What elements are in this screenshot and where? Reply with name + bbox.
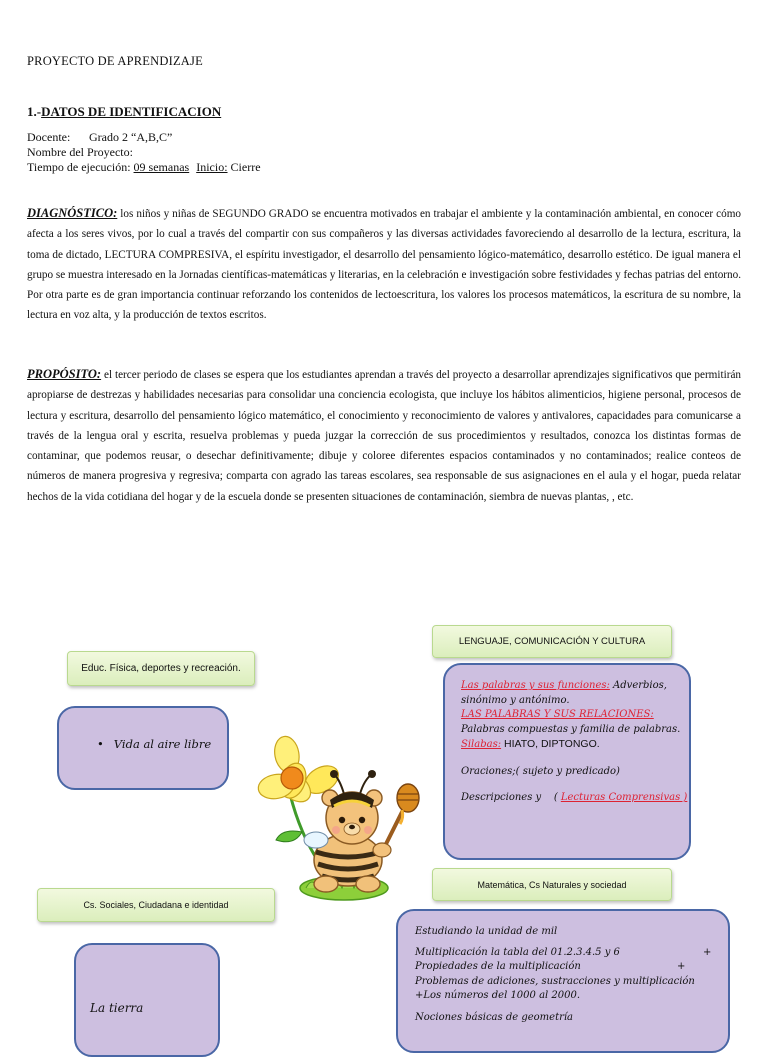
- proposito-paragraph: [27, 364, 741, 507]
- matematica-line-5: +Los números del 1000 al 2000.: [415, 990, 581, 1002]
- matematica-line-2-text: Multiplicación la tabla del 01.2.3.4.5 y 6: [415, 946, 620, 958]
- lenguaje-line-7-text: Descripciones y: [461, 792, 542, 803]
- bullet-icon: •: [97, 737, 104, 751]
- bear-foot: [356, 876, 380, 892]
- lenguaje-line-7: [461, 791, 687, 806]
- proposito-label: PROPÓSITO:: [27, 367, 102, 381]
- tiempo-row: [27, 160, 261, 175]
- proyecto-label: Nombre del Proyecto:: [27, 145, 133, 159]
- proposito-text: el tercer periodo de clases se espera que los estudiantes aprendan a través del proyecto a desarrollar aprendizajes significativos que permitirán apropiarse de destrezas y habilidades necesarias para consolidar una conciencia ecologista, que incluye los hábitos alimenticios, higiene personal, procesos de lectura y escritura, desarrollo del pensamiento lógico matemático, el conocimiento y reconocimiento de valores y antivalores, capacidades para comunicarse a través de la lengua oral y escrita, resuelva problemas y pueda juzgar la corrección de sus procedimientos y resultados, conozca los distintas formas de contaminar, que podemos reusar, o desechar definitivamente; dibuje y coloree diferentes espacios contaminados y no contaminados; realice conteos de números de manera progresiva y regresiva; comparta con agrado las tareas escolares, sea responsable de sus asignaciones en el aula y el hogar, pueda relatar hechos de la vida cotidiana del hogar y de la escuela donde se presenten situaciones de contaminación, siembra de nuevas plantas, , etc.: [27, 369, 741, 503]
- matematica-line-3-text: Propiedades de la multiplicación: [415, 961, 581, 973]
- lenguaje-line-1-red: Las palabras y sus funciones:: [461, 680, 610, 691]
- flower-leaf: [276, 831, 302, 842]
- bear-eye: [339, 817, 345, 823]
- area-label-sociales-text: Cs. Sociales, Ciudadana e identidad: [83, 900, 229, 910]
- honey-dipper-handle: [384, 808, 404, 848]
- area-label-lenguaje: [432, 625, 672, 658]
- bear-nose: [349, 825, 355, 829]
- educ-fisica-item-text: Vida al aire libre: [113, 737, 212, 751]
- matematica-line-1: Estudiando la unidad de mil: [415, 926, 558, 937]
- plus-icon: +: [677, 961, 686, 973]
- matematica-box: [396, 909, 730, 1053]
- area-label-lenguaje-text: LENGUAJE, COMUNICACIÓN Y CULTURA: [458, 636, 646, 647]
- identification-block: [27, 130, 261, 175]
- diagnostico-text: los niños y niñas de SEGUNDO GRADO se encuentra motivados en trabajar el ambiente y la contaminación ambiental, en conocer cómo afecta a los seres vivos, por lo cual a través del compartir con sus compañeros y las diversas actividades favoreciendo al desarrollo de la lectura, escritura, la toma de dictado, LECTURA COMPRESIVA, el espíritu investigador, el desarrollo del pensamiento lógico-matemático, desarrollo estético. De igual manera el grupo se muestra interesado en la Jornadas científicas-matemáticas y literarias, en la celebración e investigación sobre festividades y fechas patrias del entorno. Por otra parte es de gran importancia continuar reforzando los contenidos de lectoescritura, los valores los procesos matemáticos, la escritura de su nombre, la lectura en voz alta, y la producción de textos escritos.: [27, 208, 741, 322]
- lenguaje-line-5-red: Silabas:: [461, 739, 502, 750]
- matematica-line-3: [415, 960, 715, 975]
- bee-bear-flower-illustration: [244, 732, 426, 904]
- sociales-item: La tierra: [90, 1001, 144, 1015]
- lenguaje-line-1: [461, 679, 687, 694]
- lenguaje-line-6: Oraciones;( sujeto y predicado): [461, 765, 620, 777]
- matematica-line-2: [415, 946, 715, 961]
- educ-fisica-box: [57, 706, 229, 790]
- lenguaje-line-3: LAS PALABRAS Y SUS RELACIONES:: [461, 709, 654, 720]
- matematica-line-4: Problemas de adiciones, sustracciones y multiplicación: [415, 975, 695, 987]
- plus-icon: +: [703, 946, 712, 958]
- bee-wing: [304, 832, 328, 848]
- proyecto-row: [27, 145, 261, 160]
- area-label-educ-fisica-text: Educ. Física, deportes y recreación.: [81, 663, 241, 674]
- docente-row: [27, 130, 261, 145]
- diagnostico-paragraph: [27, 203, 741, 326]
- area-label-matematica: [432, 868, 672, 901]
- antenna: [334, 774, 372, 794]
- lenguaje-line-7-red: Lecturas Comprensivas ): [560, 792, 688, 803]
- docente-value: Grado 2 “A,B,C”: [89, 130, 173, 144]
- cierre-label: Cierre: [230, 160, 261, 174]
- section-number: 1.-: [27, 104, 42, 119]
- docente-label: Docente:: [27, 130, 71, 144]
- lenguaje-line-5: [461, 737, 687, 753]
- area-label-matematica-text: Matemática, Cs Naturales y sociedad: [477, 879, 627, 890]
- bear-foot: [314, 876, 338, 892]
- lenguaje-line-4: Palabras compuestas y familia de palabras.: [461, 723, 681, 735]
- area-label-sociales: [37, 888, 275, 922]
- lenguaje-line-1-rest: Adverbios,: [609, 680, 667, 691]
- section-heading: [27, 104, 221, 120]
- lenguaje-line-5-rest: HIATO, DIPTONGO.: [501, 738, 600, 750]
- section-title: DATOS DE IDENTIFICACION: [41, 104, 222, 119]
- sociales-box: [74, 943, 220, 1057]
- diagnostico-label: DIAGNÓSTICO:: [27, 206, 118, 220]
- tiempo-label: Tiempo de ejecución:: [27, 160, 131, 174]
- bear-eye: [359, 817, 365, 823]
- inicio-label: Inicio:: [196, 160, 228, 174]
- tiempo-value: 09 semanas: [133, 160, 190, 174]
- matematica-line-6: Nociones básicas de geometría: [415, 1011, 574, 1023]
- lenguaje-line-2: sinónimo y antónimo.: [461, 694, 570, 706]
- document-title: PROYECTO DE APRENDIZAJE: [27, 54, 203, 68]
- honey-dipper-icon: [397, 784, 419, 812]
- educ-fisica-item: [97, 737, 211, 751]
- lenguaje-box: [443, 663, 691, 860]
- lenguaje-line-7-paren: (: [553, 792, 558, 803]
- area-label-educ-fisica: [67, 651, 255, 686]
- bear-paw: [373, 843, 391, 857]
